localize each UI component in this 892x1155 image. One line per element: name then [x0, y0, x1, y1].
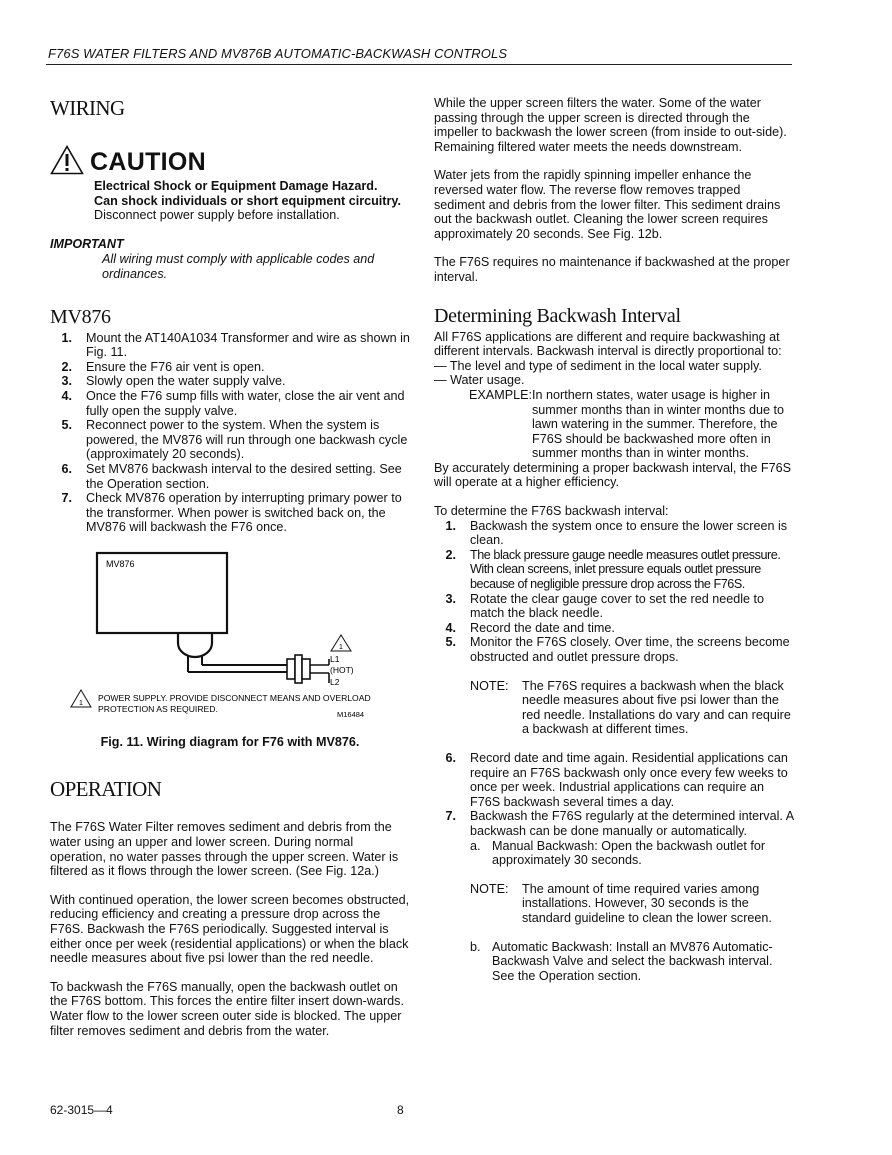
- interval-steps: [434, 519, 794, 665]
- list-item: 3. Slowly open the water supply valve.: [61, 374, 286, 389]
- example-label: EXAMPLE:: [469, 387, 532, 402]
- caution-header: [50, 145, 410, 175]
- wiring-diagram-svg: [50, 549, 410, 729]
- list-item: 4. Record the date and time.: [445, 620, 615, 635]
- operation-paragraph-2: With continued operation, the lower screen becomes obstructed, reducing efficiency and creating a pressure drop across the F76S. Backwash the F76S periodically. Suggested interval is either once per week (residential applications) or when the black needle measures about five psi lower than the red needle.: [50, 892, 410, 966]
- caution-line-3: Disconnect power supply before installation.: [94, 208, 340, 223]
- list-item: 2. Ensure the F76 air vent is open.: [61, 359, 265, 374]
- interval-heading: Determining Backwash Interval: [434, 304, 681, 327]
- note-1-label: NOTE:: [470, 678, 509, 693]
- footer-page-number: 8: [397, 1103, 404, 1117]
- running-header: F76S WATER FILTERS AND MV876B AUTOMATIC-BACKWASH CONTROLS: [48, 46, 508, 61]
- svg-text:1: 1: [79, 699, 83, 707]
- wiring-heading: WIRING: [50, 96, 125, 120]
- list-item: 6. Record date and time again. Residential applications can require an F76S backwash only once every few weeks to once per week. Industrial applications can require an F76S backwash several times a day.: [445, 750, 788, 809]
- sub-step-a: [470, 839, 794, 868]
- interval-lead: To determine the F76S backwash interval:: [434, 504, 669, 519]
- operation-paragraph-4: While the upper screen filters the water. Some of the water passing through the upper screen is directed through the impeller to backwash the lower screen (from inside to out-side). Remaining filtered water meets the needs downstream.: [434, 96, 787, 154]
- caution-title: CAUTION: [90, 148, 206, 176]
- connector-bulge: [178, 633, 212, 657]
- operation-paragraph-1: The F76S Water Filter removes sediment and debris from the water using an upper and lower screen. During normal operation, no water passes through the upper screen. Water is filtered as it flows through the lower screen. (See Fig. 12a.): [50, 820, 399, 879]
- header-rule: [46, 64, 792, 65]
- interval-steps-continued: [434, 751, 794, 839]
- left-column: [50, 96, 410, 1038]
- sub-step-b-label: b.: [470, 939, 481, 954]
- important-text: All wiring must comply with applicable codes and ordinances.: [102, 252, 375, 281]
- mv876-steps: [50, 331, 410, 535]
- operation-paragraph-6: The F76S requires no maintenance if backwashed at the proper interval.: [434, 255, 790, 284]
- operation-paragraph-5: Water jets from the rapidly spinning impeller enhance the reversed water flow. The reverse flow removes trapped sediment and debris from the lower filter. This sediment drains out the backwash outlet. Cleaning the lower screen requires approximately 20 seconds. See Fig. 12b.: [434, 168, 781, 241]
- interval-dash-2: — Water usage.: [434, 373, 525, 388]
- mv876-heading: MV876: [50, 305, 111, 328]
- list-item: 4. Once the F76 sump fills with water, close the air vent and fully open the supply valve.: [61, 388, 405, 418]
- label-l2: L2: [330, 676, 340, 687]
- operation-paragraph-3: To backwash the F76S manually, open the backwash outlet on the F76S bottom. This forces the entire filter insert down-wards. Water flow to the lower screen outer side is blocked. The upper filter removes sediment and debris from the water.: [50, 979, 404, 1038]
- list-item: 1. Mount the AT140A1034 Transformer and wire as shown in Fig. 11.: [61, 330, 410, 360]
- sub-step-a-label: a.: [470, 838, 481, 853]
- list-item: 7. Check MV876 operation by interrupting primary power to the transformer. When power is switched back on, the MV876 will backwash the F76 once.: [61, 491, 402, 535]
- sub-step-a-text: Manual Backwash: Open the backwash outlet for approximately 30 seconds.: [492, 838, 766, 868]
- interval-intro: All F76S applications are different and require backwashing at different intervals. Backwash interval is directly proportional to:: [434, 329, 782, 359]
- warning-triangle-icon: [50, 145, 84, 175]
- wiring-diagram: [50, 549, 410, 729]
- interval-dash-1: — The level and type of sediment in the local water supply.: [434, 358, 762, 373]
- caution-line-1: Electrical Shock or Equipment Damage Hazard.: [94, 179, 378, 193]
- example-block: [469, 388, 794, 461]
- note-2-text: The amount of time required varies among installations. However, 30 seconds is the standard guideline to clean the lower screen.: [522, 881, 772, 925]
- note-2-label: NOTE:: [470, 881, 509, 896]
- list-item: 3. Rotate the clear gauge cover to set the red needle to match the black needle.: [445, 591, 765, 621]
- list-item: 6. Set MV876 backwash interval to the desired setting. See the Operation section.: [61, 461, 402, 491]
- interval-closing: By accurately determining a proper backwash interval, the F76S will operate at a higher efficiency.: [434, 460, 792, 490]
- diagram-note-line-2: PROTECTION AS REQUIRED.: [98, 703, 218, 714]
- sub-step-b: [470, 940, 794, 984]
- example-text: In northern states, water usage is higher in summer months than in winter months due to lawn watering in the summer. Therefore, the F76S should be backwashed more often in summer months than in winter months.: [532, 387, 784, 461]
- list-item: 2. The black pressure gauge needle measures outlet pressure. With clean screens, inlet pressure equals outlet pressure because of negligible pressure drop across the F76S.: [445, 547, 781, 592]
- caution-line-2: Can shock individuals or short equipment circuitry.: [94, 193, 401, 208]
- list-item: 1. Backwash the system once to ensure the lower screen is clean.: [445, 518, 788, 548]
- list-item: 5. Reconnect power to the system. When the system is powered, the MV876 will run through one backwash cycle (approximately 20 seconds).: [61, 418, 408, 462]
- diagram-note-line-1: POWER SUPPLY. PROVIDE DISCONNECT MEANS AND OVERLOAD: [98, 692, 371, 703]
- diagram-code: M16484: [337, 709, 365, 719]
- right-column: [434, 96, 794, 983]
- note-2: [470, 882, 794, 926]
- figure-caption: Fig. 11. Wiring diagram for F76 with MV876.: [100, 734, 360, 749]
- mv876-box-label: MV876: [106, 558, 135, 569]
- transformer-body-mid: [295, 655, 302, 683]
- label-l1: L1: [330, 653, 340, 664]
- list-item: 5. Monitor the F76S closely. Over time, the screens become obstructed and outlet pressure drops.: [445, 635, 790, 664]
- label-hot: (HOT): [330, 664, 354, 675]
- operation-heading: OPERATION: [50, 777, 162, 802]
- transformer-body-right: [302, 659, 310, 679]
- list-item: 7. Backwash the F76S regularly at the determined interval. A backwash can be done manually or automatically.: [445, 809, 794, 838]
- note-1-text: The F76S requires a backwash when the black needle measures about five psi lower than the red needle. Installations do vary and can require a backwash at different times.: [522, 678, 791, 737]
- sub-step-b-text: Automatic Backwash: Install an MV876 Automatic-Backwash Valve and select the backwash interval. See the Operation section.: [492, 939, 773, 983]
- svg-text:1: 1: [339, 643, 343, 651]
- footer-doc-number: 62-3015—4: [50, 1103, 113, 1117]
- important-label: IMPORTANT: [50, 236, 124, 251]
- transformer-body-left: [287, 659, 295, 679]
- note-1: [470, 679, 794, 737]
- caution-body: [94, 179, 410, 223]
